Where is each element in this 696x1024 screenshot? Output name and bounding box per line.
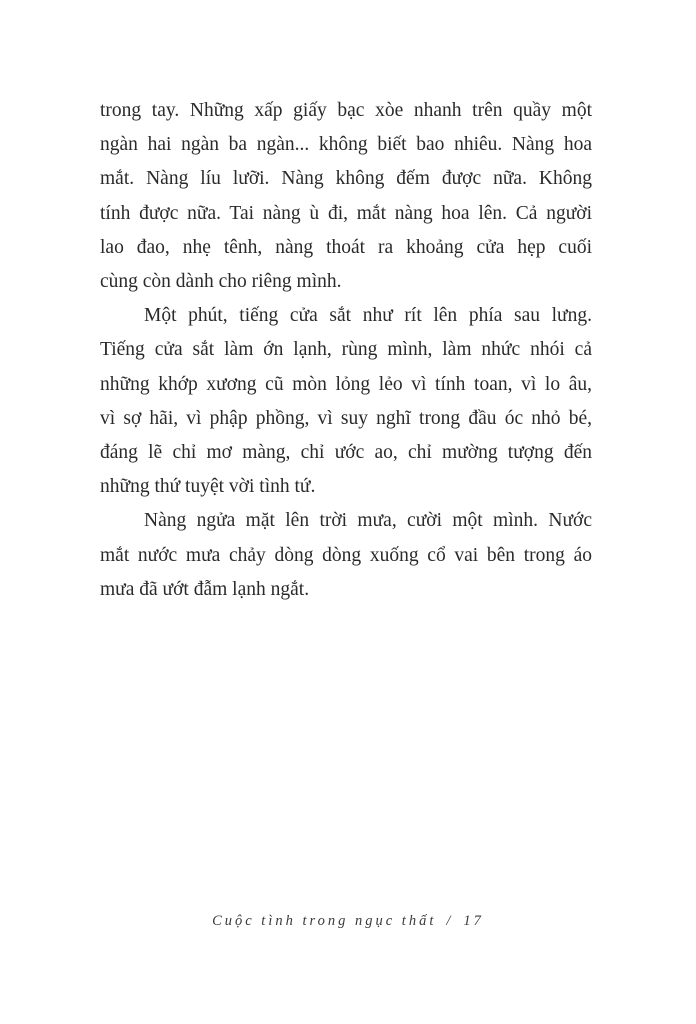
text-line: đáng lẽ chỉ mơ màng, chỉ ước ao, chỉ mường tượng đến bbox=[100, 442, 592, 464]
text-line: tính được nữa. Tai nàng ù đi, mắt nàng hoa lên. Cả người bbox=[100, 202, 592, 224]
running-title: Cuộc tình trong ngục thất bbox=[212, 913, 437, 929]
text-line: mắt. Nàng líu lưỡi. Nàng không đếm được nữa. Không bbox=[100, 168, 592, 190]
text-line: vì sợ hãi, vì phập phồng, vì suy nghĩ trong đầu óc nhỏ bé, bbox=[100, 407, 592, 429]
page-footer bbox=[0, 913, 696, 930]
text-line: cùng còn dành cho riêng mình. bbox=[100, 271, 342, 293]
text-line: ngàn hai ngàn ba ngàn... không biết bao nhiêu. Nàng hoa bbox=[100, 134, 592, 156]
text-line: lao đao, nhẹ tênh, nàng thoát ra khoảng cửa hẹp cuối bbox=[100, 236, 592, 258]
text-line: mưa đã ướt đẫm lạnh ngắt. bbox=[100, 578, 310, 600]
text-line: Tiếng cửa sắt làm ớn lạnh, rùng mình, làm nhức nhói cả bbox=[100, 339, 592, 361]
paragraph-1 bbox=[100, 94, 592, 299]
paragraph-3 bbox=[100, 504, 592, 607]
paragraph-2 bbox=[100, 299, 592, 504]
text-line: Nàng ngửa mặt lên trời mưa, cười một mình. Nước bbox=[144, 510, 592, 532]
text-line: những khớp xương cũ mòn lỏng lẻo vì tính toan, vì lo âu, bbox=[100, 373, 592, 395]
text-line: những thứ tuyệt vời tình tứ. bbox=[100, 476, 316, 498]
page-body bbox=[100, 94, 592, 607]
page-number: 17 bbox=[463, 913, 484, 929]
text-line: trong tay. Những xấp giấy bạc xòe nhanh trên quầy một bbox=[100, 100, 592, 121]
text-line: Một phút, tiếng cửa sắt như rít lên phía sau lưng. bbox=[144, 305, 592, 327]
footer-separator: / bbox=[446, 913, 454, 929]
text-line: mắt nước mưa chảy dòng dòng xuống cổ vai bên trong áo bbox=[100, 544, 592, 566]
